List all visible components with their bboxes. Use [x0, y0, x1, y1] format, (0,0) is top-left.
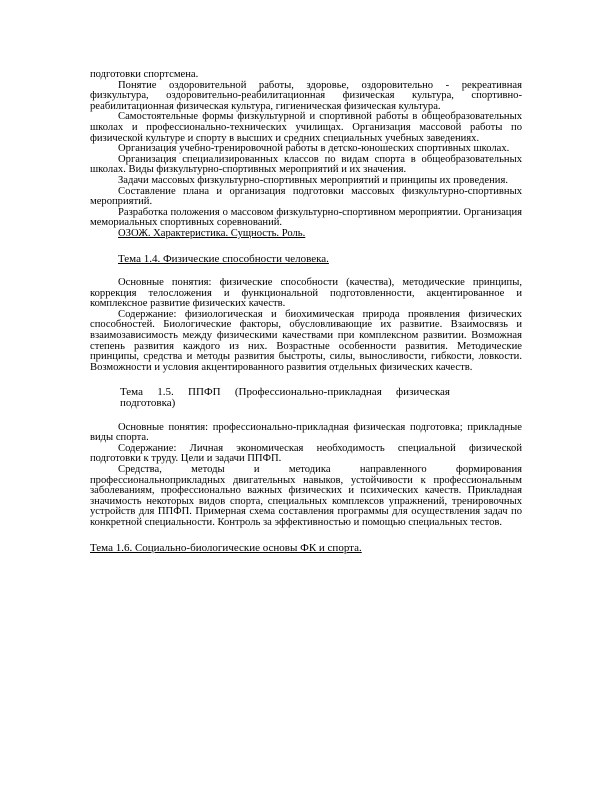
document-page: [90, 70, 522, 567]
intro-paragraph-0: подготовки спортсмена.: [90, 69, 199, 80]
section-1-4-title: Тема 1.4. Физические способности человека.: [118, 252, 329, 265]
intro-paragraph-6: Составление плана и организация подготовки массовых физкультурно-спортивных мероприятий.: [90, 185, 522, 208]
intro-paragraph-2: Самостоятельные формы физкультурной и спортивной работы в общеобразовательных школах и профессионально-технических училищах. Организация массовой работы по физической культуре и спорту в высших и средних специальных учебных заведениях.: [90, 111, 522, 144]
intro-paragraph-1: Понятие оздоровительной работы, здоровье, оздоровительно - рекреативная физкультура, оздоровительно-реабилитационная физическая культура, спортивно-реабилитационная физическая культура, гигиеническая физическая культура.: [90, 79, 522, 112]
intro-paragraph-7: Разработка положения о массовом физкультурно-спортивном мероприятии. Организация мемориальных спортивных соревнований.: [90, 206, 522, 229]
intro-paragraph-3: Организация учебно-тренировочной работы в детско-юношеских спортивных школах.: [118, 143, 510, 155]
section-1-4-paragraph-2: Содержание: физиологическая и биохимическая природа проявления физических способностей. Биологические факторы, обусловливающие их развитие. Взаимосвязь и взаимозависимость между физическими качествами при комплексном развитии. Возможная степень развития каждого из них. Возрастные особенности развития. Методические принципы, средства и методы развития быстроты, силы, выносливости, гибкости, ловкости. Возможности и условия акцентированного развития отдельных физических качеств.: [90, 308, 522, 373]
section-1-4-paragraph-1: Основные понятия: физические способности (качества), методические принципы, коррекция телосложения и функциональной подготовленности, акцентированное и комплексное развитие физических качеств.: [90, 277, 522, 310]
section-1-5-paragraph-1: Основные понятия: профессионально-прикладная физическая подготовка; прикладные виды спорта.: [90, 421, 522, 444]
section-1-5-paragraph-3: Средства, методы и методика направленного формирования профессиональноприкладных двигательных навыков, устойчивости к профессиональным заболеваниям, профессионально важных физических и психических качеств. Прикладная значимость некоторых видов спорта, специальных комплексов упражнений, тренировочных устройств для ППФП. Примерная схема составления программы для осуществления задач по конкретной специальности. Контроль за эффективностью и помощью специальных тестов.: [90, 464, 522, 528]
intro-paragraph-8: ОЗОЖ. Характеристика. Сущность. Роль.: [118, 227, 306, 239]
section-1-6-title: Тема 1.6. Социально-биологические основы ФК и спорта.: [90, 541, 362, 554]
intro-paragraph-5: Задачи массовых физкультурно-спортивных мероприятий и принципы их проведения.: [118, 174, 508, 186]
intro-paragraph-4: Организация специализированных классов по видам спорта в общеобразовательных школах. Виды физкультурно-спортивных мероприятий и их значения.: [90, 153, 522, 176]
section-1-5-paragraph-2: Содержание: Личная экономическая необходимость специальной физической подготовки к труду. Цели и задачи ППФП.: [90, 442, 522, 465]
section-1-5-title: Тема 1.5. ППФП (Профессионально-прикладная физическая подготовка): [120, 386, 450, 410]
